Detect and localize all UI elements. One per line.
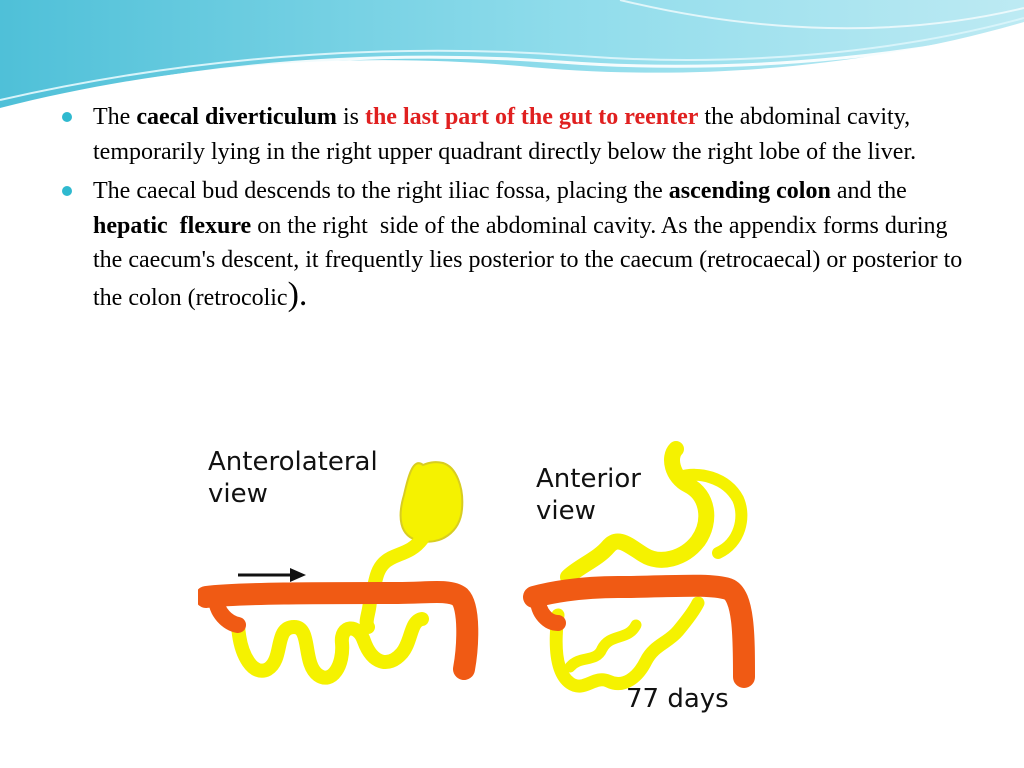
- age-label: 77 days: [626, 684, 729, 714]
- closing-punctuation: ).: [287, 275, 308, 313]
- term-hepatic-flexure: hepatic flexure: [93, 212, 252, 239]
- slide-content: [62, 100, 967, 315]
- anterolateral-label-line1: Anterolateral: [208, 447, 378, 477]
- bullet-dot-icon: [62, 112, 72, 122]
- bullet-item: The caecal bud descends to the right iliac fossa, placing the ascending colon and the hepatic flexure on the right side of the abdominal cavity. As the appendix forms during the caecum's descent, it frequently lies posterior to the caecum (retrocaecal) or posterior to the colon (retrocolic).: [62, 174, 967, 315]
- gut-rotation-figure: [198, 437, 776, 717]
- term-ascending-colon: ascending colon: [668, 178, 831, 204]
- bullet-item: The caecal diverticulum is the last part of the gut to reenter the abdominal cavity, temporarily lying in the right upper quadrant directly below the right lobe of the liver.: [62, 100, 967, 169]
- anterior-label-line1: Anterior: [536, 464, 641, 494]
- bullet-dot-icon: [62, 186, 72, 196]
- term-caecal-diverticulum: caecal diverticulum: [136, 104, 337, 130]
- gut-illustration: [198, 437, 776, 717]
- highlighted-phrase: the last part of the gut to reenter: [364, 104, 699, 130]
- bullet-list: [62, 100, 967, 315]
- anterolateral-label-line2: view: [208, 479, 268, 509]
- anterior-label-line2: view: [536, 496, 596, 526]
